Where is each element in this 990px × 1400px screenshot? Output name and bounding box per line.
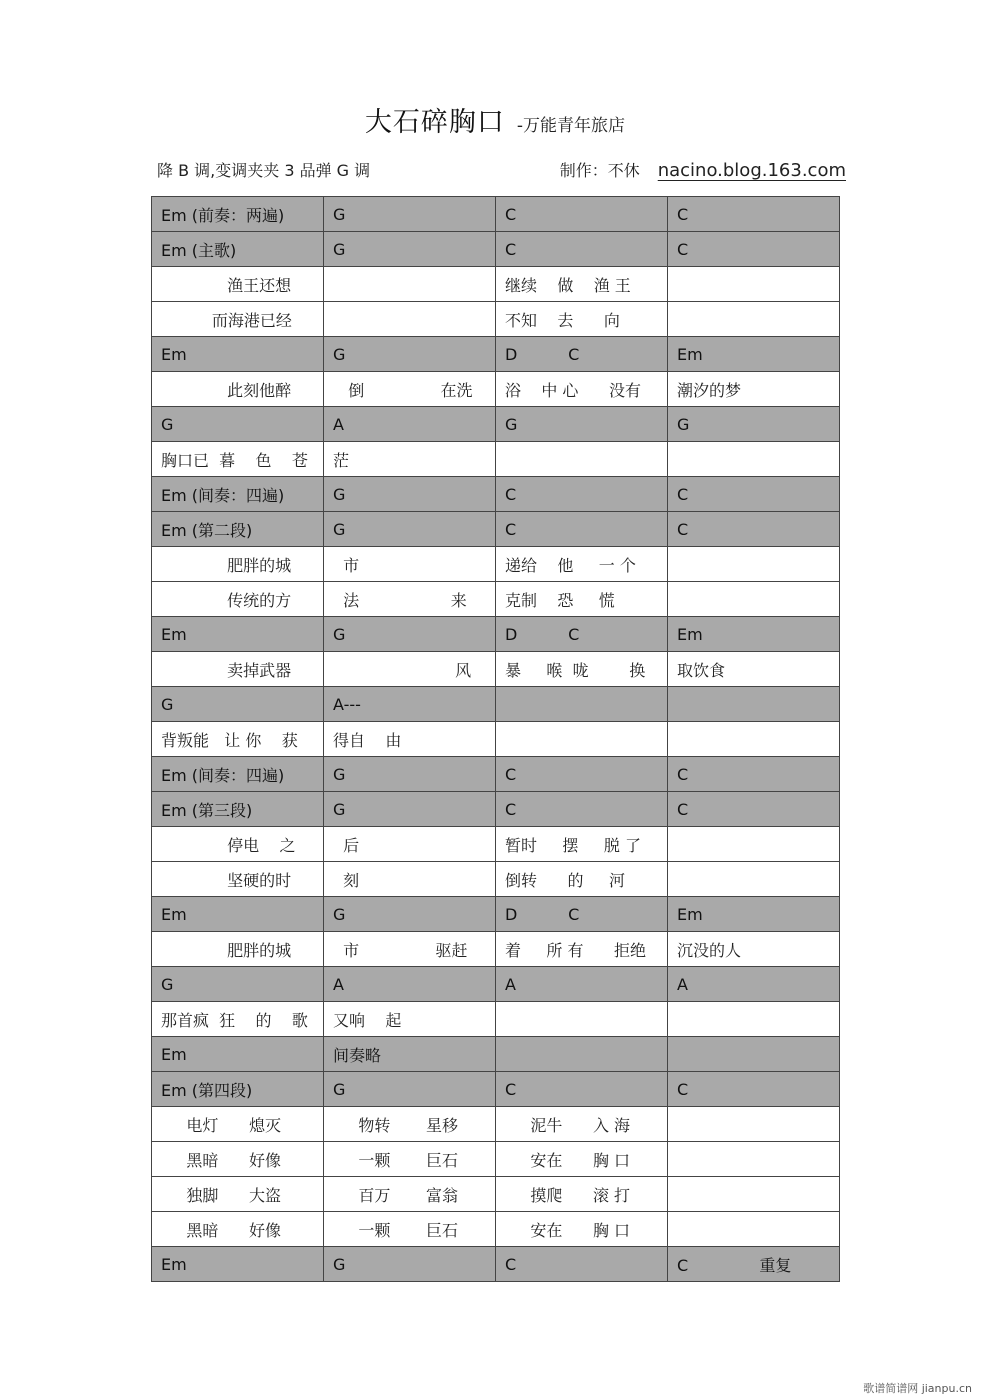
chord-cell: [668, 337, 840, 372]
cell-text: 卖掉武器: [161, 660, 292, 680]
cell-text: 茫: [333, 450, 350, 470]
cell-text: C: [677, 1079, 689, 1099]
cell-text: 那首疯 狂 的 歌: [161, 1010, 308, 1030]
lyric-cell: [496, 442, 668, 477]
lyric-row: [152, 827, 840, 862]
cell-text: C: [677, 204, 689, 224]
lyric-cell: [668, 827, 840, 862]
cell-text: 安在 胸 口: [505, 1150, 631, 1170]
cell-text: 法 来: [333, 590, 467, 610]
lyric-cell: [668, 932, 840, 967]
chord-cell: [668, 617, 840, 652]
cell-text: 刻: [333, 870, 360, 890]
lyric-cell: [668, 372, 840, 407]
chord-cell: [324, 687, 496, 722]
header: [0, 100, 990, 140]
cell-text: A---: [333, 694, 361, 714]
lyric-row: [152, 1212, 840, 1247]
cell-text: A: [333, 974, 344, 994]
cell-text: 而海港已经: [161, 310, 292, 330]
cell-text: C: [505, 764, 517, 784]
lyric-row: [152, 302, 840, 337]
cell-text: G: [333, 799, 346, 819]
lyric-cell: [324, 1177, 496, 1212]
cell-text: D C: [505, 344, 580, 364]
cell-text: 背叛能 让 你 获: [161, 730, 298, 750]
cell-text: C: [677, 764, 689, 784]
cell-text: G: [333, 239, 346, 259]
chord-row: [152, 407, 840, 442]
cell-text: [668, 722, 839, 756]
cell-text: A: [333, 414, 344, 434]
cell-text: 泥牛 入 海: [505, 1115, 631, 1135]
cell-text: G: [333, 484, 346, 504]
lyric-cell: [152, 1107, 324, 1142]
chord-cell: [152, 407, 324, 442]
cell-text: 渔王还想: [161, 275, 292, 295]
cell-text: Em (主歌): [161, 240, 237, 260]
lyric-cell: [496, 372, 668, 407]
chord-row: [152, 512, 840, 547]
lyric-cell: [668, 722, 840, 757]
cell-text: [496, 722, 667, 756]
cell-text: Em: [161, 624, 187, 644]
chord-cell: [324, 897, 496, 932]
lyric-cell: [496, 302, 668, 337]
lyric-row: [152, 1107, 840, 1142]
chord-cell: [496, 897, 668, 932]
chord-cell: [496, 1037, 668, 1072]
lyric-cell: [324, 827, 496, 862]
lyric-cell: [668, 652, 840, 687]
cell-text: [324, 302, 495, 336]
cell-text: 一颗 巨石: [333, 1150, 459, 1170]
lyric-row: [152, 932, 840, 967]
cell-text: 摸爬 滚 打: [505, 1185, 631, 1205]
chord-row: [152, 477, 840, 512]
cell-text: C: [505, 239, 517, 259]
chord-cell: [668, 477, 840, 512]
cell-text: Em (第二段): [161, 520, 253, 540]
chord-row: [152, 197, 840, 232]
key-info: 降 B 调,变调夹夹 3 品弹 G 调: [157, 161, 371, 180]
lyric-row: [152, 1142, 840, 1177]
cell-text: G: [333, 519, 346, 539]
cell-text: 着 所 有 拒绝: [505, 940, 647, 960]
chord-cell: [496, 232, 668, 267]
chord-cell: [152, 232, 324, 267]
chord-row: [152, 757, 840, 792]
cell-text: 不知 去 向: [505, 310, 620, 330]
lyric-cell: [668, 1002, 840, 1037]
lyric-row: [152, 862, 840, 897]
cell-text: 胸口已 暮 色 苍: [161, 450, 308, 470]
lyric-cell: [324, 547, 496, 582]
cell-text: A: [505, 974, 516, 994]
lyric-cell: [324, 652, 496, 687]
cell-text: 肥胖的城: [161, 940, 292, 960]
chord-cell: [668, 897, 840, 932]
cell-text: G: [333, 904, 346, 924]
lyric-cell: [324, 722, 496, 757]
cell-text: [668, 687, 839, 721]
chord-cell: [668, 1247, 840, 1282]
lyric-cell: [496, 1142, 668, 1177]
cell-text: C: [505, 519, 517, 539]
lyric-cell: [152, 722, 324, 757]
chord-cell: [496, 687, 668, 722]
cell-text: 克制 恐 慌: [505, 590, 615, 610]
lyric-cell: [496, 582, 668, 617]
cell-text: A: [677, 974, 688, 994]
lyric-cell: [668, 1212, 840, 1247]
cell-text: 倒 在洗: [333, 380, 473, 400]
cell-text: [668, 582, 839, 616]
lyric-row: [152, 442, 840, 477]
watermark: 歌谱简谱网 jianpu.cn: [863, 1382, 972, 1395]
cell-text: 后: [333, 835, 360, 855]
cell-text: C: [677, 799, 689, 819]
lyric-cell: [496, 722, 668, 757]
blog-url: nacino.blog.163.com: [657, 160, 846, 181]
chord-cell: [324, 757, 496, 792]
cell-text: D C: [505, 624, 580, 644]
chord-cell: [496, 1247, 668, 1282]
cell-text: Em: [677, 344, 703, 364]
page-subtitle: -万能青年旅店: [516, 116, 626, 136]
cell-text: [668, 827, 839, 861]
cell-text: 电灯 熄灭: [161, 1115, 281, 1135]
lyric-row: [152, 267, 840, 302]
chord-cell: [668, 407, 840, 442]
chord-cell: [152, 512, 324, 547]
lyric-cell: [324, 1142, 496, 1177]
cell-text: 取饮食: [677, 660, 726, 680]
cell-text: 黑暗 好像: [161, 1150, 281, 1170]
cell-text: 坚硬的时: [161, 870, 292, 890]
lyric-cell: [324, 582, 496, 617]
lyric-row: [152, 582, 840, 617]
lyric-cell: [152, 267, 324, 302]
lyric-cell: [152, 932, 324, 967]
lyric-cell: [152, 1142, 324, 1177]
cell-text: 递给 他 一 个: [505, 555, 636, 575]
chord-cell: [152, 967, 324, 1002]
cell-text: G: [333, 624, 346, 644]
cell-text: Em: [161, 1044, 187, 1064]
cell-text: [668, 1212, 839, 1246]
lyric-cell: [324, 267, 496, 302]
chord-cell: [152, 1247, 324, 1282]
lyric-cell: [152, 862, 324, 897]
cell-text: 暴 喉 咙 换: [505, 660, 646, 680]
cell-text: Em (间奏：四遍): [161, 485, 285, 505]
lyric-cell: [668, 547, 840, 582]
cell-text: C: [677, 519, 689, 539]
lyric-cell: [152, 652, 324, 687]
lyric-row: [152, 1177, 840, 1212]
lyric-row: [152, 722, 840, 757]
page-title: 大石碎胸口: [364, 107, 505, 138]
chord-row: [152, 897, 840, 932]
chord-cell: [152, 897, 324, 932]
lyric-cell: [668, 1142, 840, 1177]
chord-row: [152, 1072, 840, 1107]
cell-text: 物转 星移: [333, 1115, 459, 1135]
chord-cell: [324, 477, 496, 512]
chord-cell: [668, 1072, 840, 1107]
chord-cell: [152, 617, 324, 652]
lyric-row: [152, 547, 840, 582]
chord-cell: [496, 617, 668, 652]
cell-text: [496, 1037, 667, 1071]
cell-text: 此刻他醉: [161, 380, 292, 400]
chord-cell: [324, 1072, 496, 1107]
cell-text: 得自 由: [333, 730, 402, 750]
chord-cell: [496, 477, 668, 512]
lyric-cell: [152, 372, 324, 407]
cell-text: 沉没的人: [677, 940, 742, 960]
cell-text: Em (间奏：四遍): [161, 765, 285, 785]
cell-text: G: [161, 414, 174, 434]
lyric-cell: [496, 1177, 668, 1212]
cell-text: C: [505, 799, 517, 819]
chord-row: [152, 232, 840, 267]
lyric-cell: [152, 302, 324, 337]
lyric-cell: [324, 1002, 496, 1037]
lyric-row: [152, 372, 840, 407]
lyric-cell: [324, 1107, 496, 1142]
cell-text: 市: [333, 555, 360, 575]
chord-cell: [152, 337, 324, 372]
chord-cell: [668, 197, 840, 232]
lyric-cell: [152, 582, 324, 617]
lyric-cell: [324, 302, 496, 337]
chord-cell: [324, 232, 496, 267]
chord-cell: [668, 687, 840, 722]
lyric-cell: [324, 1212, 496, 1247]
cell-text: 市 驱赶: [333, 940, 468, 960]
chord-cell: [152, 792, 324, 827]
lyric-cell: [324, 372, 496, 407]
lyric-cell: [152, 442, 324, 477]
cell-text: 黑暗 好像: [161, 1220, 281, 1240]
chord-cell: [324, 512, 496, 547]
lyric-cell: [496, 1107, 668, 1142]
chord-cell: [324, 792, 496, 827]
chord-cell: [152, 197, 324, 232]
cell-text: [668, 267, 839, 301]
cell-text: [668, 1142, 839, 1176]
lyric-cell: [152, 1002, 324, 1037]
chord-row: [152, 337, 840, 372]
lyric-cell: [496, 827, 668, 862]
chord-cell: [496, 1072, 668, 1107]
cell-text: [496, 687, 667, 721]
chord-cell: [668, 757, 840, 792]
chord-row: [152, 1247, 840, 1282]
lyric-cell: [496, 267, 668, 302]
chord-cell: [668, 512, 840, 547]
lyric-cell: [324, 862, 496, 897]
lyric-cell: [668, 302, 840, 337]
chord-row: [152, 967, 840, 1002]
lyric-cell: [496, 1002, 668, 1037]
cell-text: 继续 做 渔 王: [505, 275, 631, 295]
cell-text: 间奏略: [333, 1045, 382, 1065]
cell-text: G: [505, 414, 518, 434]
chord-cell: [152, 687, 324, 722]
lyric-cell: [668, 862, 840, 897]
cell-text: Em: [677, 904, 703, 924]
cell-text: G: [333, 764, 346, 784]
chord-cell: [496, 512, 668, 547]
chord-cell: [324, 617, 496, 652]
cell-text: 独脚 大盗: [161, 1185, 281, 1205]
cell-text: 风: [333, 660, 472, 680]
lyric-cell: [324, 932, 496, 967]
cell-text: [496, 442, 667, 476]
chord-sheet-body: [152, 197, 840, 1282]
cell-text: [324, 267, 495, 301]
cell-text: [668, 862, 839, 896]
chord-row: [152, 617, 840, 652]
cell-text: D C: [505, 904, 580, 924]
cell-text: C: [505, 484, 517, 504]
cell-text: Em (第三段): [161, 800, 253, 820]
cell-text: 潮汐的梦: [677, 380, 742, 400]
lyric-cell: [496, 547, 668, 582]
lyric-cell: [152, 547, 324, 582]
lyric-cell: [152, 827, 324, 862]
chord-cell: [496, 407, 668, 442]
chord-cell: [668, 1037, 840, 1072]
chord-cell: [496, 757, 668, 792]
cell-text: C: [677, 239, 689, 259]
lyric-row: [152, 652, 840, 687]
cell-text: Em (第四段): [161, 1080, 253, 1100]
lyric-cell: [668, 582, 840, 617]
chord-cell: [324, 967, 496, 1002]
cell-text: 又响 起: [333, 1010, 402, 1030]
cell-text: 百万 富翁: [333, 1185, 459, 1205]
cell-text: [668, 1177, 839, 1211]
chord-cell: [152, 757, 324, 792]
cell-text: C 重复: [677, 1255, 792, 1275]
lyric-cell: [496, 862, 668, 897]
cell-text: C: [505, 204, 517, 224]
cell-text: C: [505, 1079, 517, 1099]
chord-cell: [324, 1247, 496, 1282]
lyric-cell: [668, 1177, 840, 1212]
cell-text: G: [333, 344, 346, 364]
credit-line: [560, 158, 846, 181]
cell-text: G: [677, 414, 690, 434]
cell-text: [668, 302, 839, 336]
cell-text: Em: [161, 904, 187, 924]
cell-text: G: [333, 1079, 346, 1099]
cell-text: G: [161, 974, 174, 994]
author-credit: 制作：不休: [559, 161, 640, 180]
chord-cell: [152, 1037, 324, 1072]
cell-text: G: [333, 1254, 346, 1274]
cell-text: [668, 547, 839, 581]
chord-cell: [668, 792, 840, 827]
cell-text: C: [505, 1254, 517, 1274]
chord-cell: [668, 967, 840, 1002]
cell-text: Em: [161, 1254, 187, 1274]
lyric-cell: [496, 652, 668, 687]
cell-text: 传统的方: [161, 590, 292, 610]
lyric-row: [152, 1002, 840, 1037]
cell-text: Em (前奏：两遍): [161, 205, 285, 225]
cell-text: 倒转 的 河: [505, 870, 625, 890]
chord-cell: [496, 792, 668, 827]
chord-cell: [324, 407, 496, 442]
chord-row: [152, 1037, 840, 1072]
chord-cell: [152, 1072, 324, 1107]
cell-text: 安在 胸 口: [505, 1220, 631, 1240]
cell-text: 停电 之: [161, 835, 296, 855]
cell-text: G: [161, 694, 174, 714]
chord-cell: [496, 967, 668, 1002]
chord-cell: [668, 232, 840, 267]
lyric-cell: [324, 442, 496, 477]
lyric-cell: [152, 1177, 324, 1212]
lyric-cell: [496, 1212, 668, 1247]
lyric-cell: [668, 1107, 840, 1142]
cell-text: [668, 1037, 839, 1071]
cell-text: [668, 1107, 839, 1141]
cell-text: 肥胖的城: [161, 555, 292, 575]
lyric-cell: [668, 442, 840, 477]
cell-text: [496, 1002, 667, 1036]
lyric-cell: [496, 932, 668, 967]
cell-text: 暂时 摆 脱 了: [505, 835, 641, 855]
cell-text: 一颗 巨石: [333, 1220, 459, 1240]
cell-text: Em: [161, 344, 187, 364]
chord-cell: [324, 197, 496, 232]
chord-cell: [496, 337, 668, 372]
lyric-cell: [152, 1212, 324, 1247]
chord-sheet-table: [151, 196, 840, 1282]
cell-text: G: [333, 204, 346, 224]
chord-cell: [496, 197, 668, 232]
lyric-cell: [668, 267, 840, 302]
cell-text: 浴 中 心 没有: [505, 380, 641, 400]
cell-text: Em: [677, 624, 703, 644]
chord-cell: [324, 337, 496, 372]
cell-text: [668, 442, 839, 476]
cell-text: [668, 1002, 839, 1036]
chord-cell: [152, 477, 324, 512]
cell-text: C: [677, 484, 689, 504]
chord-row: [152, 687, 840, 722]
chord-row: [152, 792, 840, 827]
chord-cell: [324, 1037, 496, 1072]
